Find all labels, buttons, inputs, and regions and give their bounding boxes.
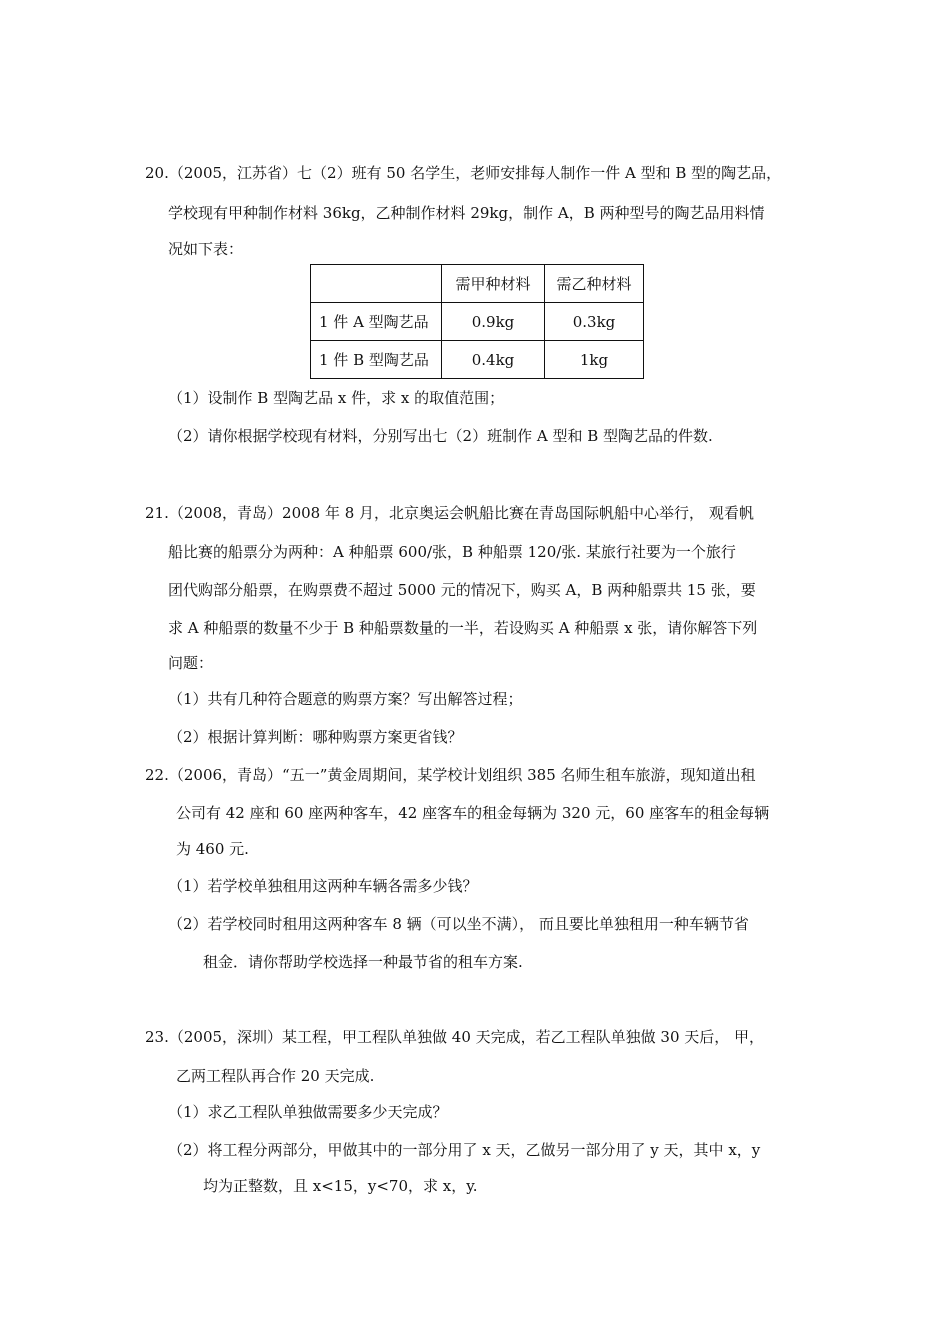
q20-sub-question-2: （2）请你根据学校现有材料，分别写出七（2）班制作 A 型和 B 型陶艺品的件数. bbox=[168, 427, 713, 445]
q23-line-1: 23.（2005，深圳）某工程，甲工程队单独做 40 天完成，若乙工程队单独做 30 天后， 甲， bbox=[145, 1028, 765, 1046]
q23-line-2: 乙两工程队再合作 20 天完成. bbox=[176, 1067, 375, 1085]
q20-sub-question-1: （1）设制作 B 型陶艺品 x 件，求 x 的取值范围； bbox=[168, 389, 505, 407]
table-cell: 0.9kg bbox=[442, 303, 545, 341]
table-header-cell: 需甲种材料 bbox=[442, 265, 545, 303]
table-header-cell: 需乙种材料 bbox=[545, 265, 644, 303]
q21-sub-question-2: （2）根据计算判断：哪种购票方案更省钱？ bbox=[168, 728, 463, 746]
q21-line-5: 问题： bbox=[168, 654, 214, 672]
q20-line-3: 况如下表： bbox=[168, 240, 244, 258]
q22-sub-question-1: （1）若学校单独租用这两种车辆各需多少钱？ bbox=[168, 877, 478, 895]
table-row bbox=[311, 341, 644, 379]
table-corner-cell bbox=[311, 265, 442, 303]
q23-sub-question-1: （1）求乙工程队单独做需要多少天完成？ bbox=[168, 1103, 448, 1121]
table-row-label: 1 件 A 型陶艺品 bbox=[311, 303, 442, 341]
material-table bbox=[310, 264, 644, 379]
table-header-row bbox=[311, 265, 644, 303]
table-cell: 0.4kg bbox=[442, 341, 545, 379]
q23-sub-question-2-cont: 均为正整数，且 x<15，y<70，求 x，y. bbox=[203, 1177, 478, 1195]
q21-line-3: 团代购部分船票，在购票费不超过 5000 元的情况下，购买 A，B 两种船票共 15 张，要 bbox=[168, 581, 756, 599]
table-cell: 0.3kg bbox=[545, 303, 644, 341]
q20-line-1: 20.（2005，江苏省）七（2）班有 50 名学生，老师安排每人制作一件 A 型和 B 型的陶艺品， bbox=[145, 164, 782, 182]
q22-line-1: 22.（2006，青岛）“五一”黄金周期间，某学校计划组织 385 名师生租车旅游，现知道出租 bbox=[145, 766, 756, 784]
q22-line-3: 为 460 元. bbox=[176, 840, 249, 858]
q22-sub-question-2-cont: 租金．请你帮助学校选择一种最节省的租车方案. bbox=[203, 953, 523, 971]
q23-sub-question-2: （2）将工程分两部分，甲做其中的一部分用了 x 天，乙做另一部分用了 y 天，其中 x，y bbox=[168, 1141, 761, 1159]
q22-sub-question-2: （2）若学校同时租用这两种客车 8 辆（可以坐不满）， 而且要比单独租用一种车辆节省 bbox=[168, 915, 749, 933]
table-row bbox=[311, 303, 644, 341]
q20-line-2: 学校现有甲种制作材料 36kg，乙种制作材料 29kg，制作 A，B 两种型号的陶艺品用料情 bbox=[168, 204, 765, 222]
q21-line-4: 求 A 种船票的数量不少于 B 种船票数量的一半，若设购买 A 种船票 x 张，请你解答下列 bbox=[168, 619, 758, 637]
q21-sub-question-1: （1）共有几种符合题意的购票方案？写出解答过程； bbox=[168, 690, 523, 708]
q21-line-1: 21.（2008，青岛）2008 年 8 月，北京奥运会帆船比赛在青岛国际帆船中心举行， 观看帆 bbox=[145, 504, 754, 522]
q21-line-2: 船比赛的船票分为两种：A 种船票 600/张，B 种船票 120/张. 某旅行社要为一个旅行 bbox=[168, 543, 736, 561]
table-row-label: 1 件 B 型陶艺品 bbox=[311, 341, 442, 379]
table-cell: 1kg bbox=[545, 341, 644, 379]
q22-line-2: 公司有 42 座和 60 座两种客车，42 座客车的租金每辆为 320 元，60 座客车的租金每辆 bbox=[176, 804, 770, 822]
